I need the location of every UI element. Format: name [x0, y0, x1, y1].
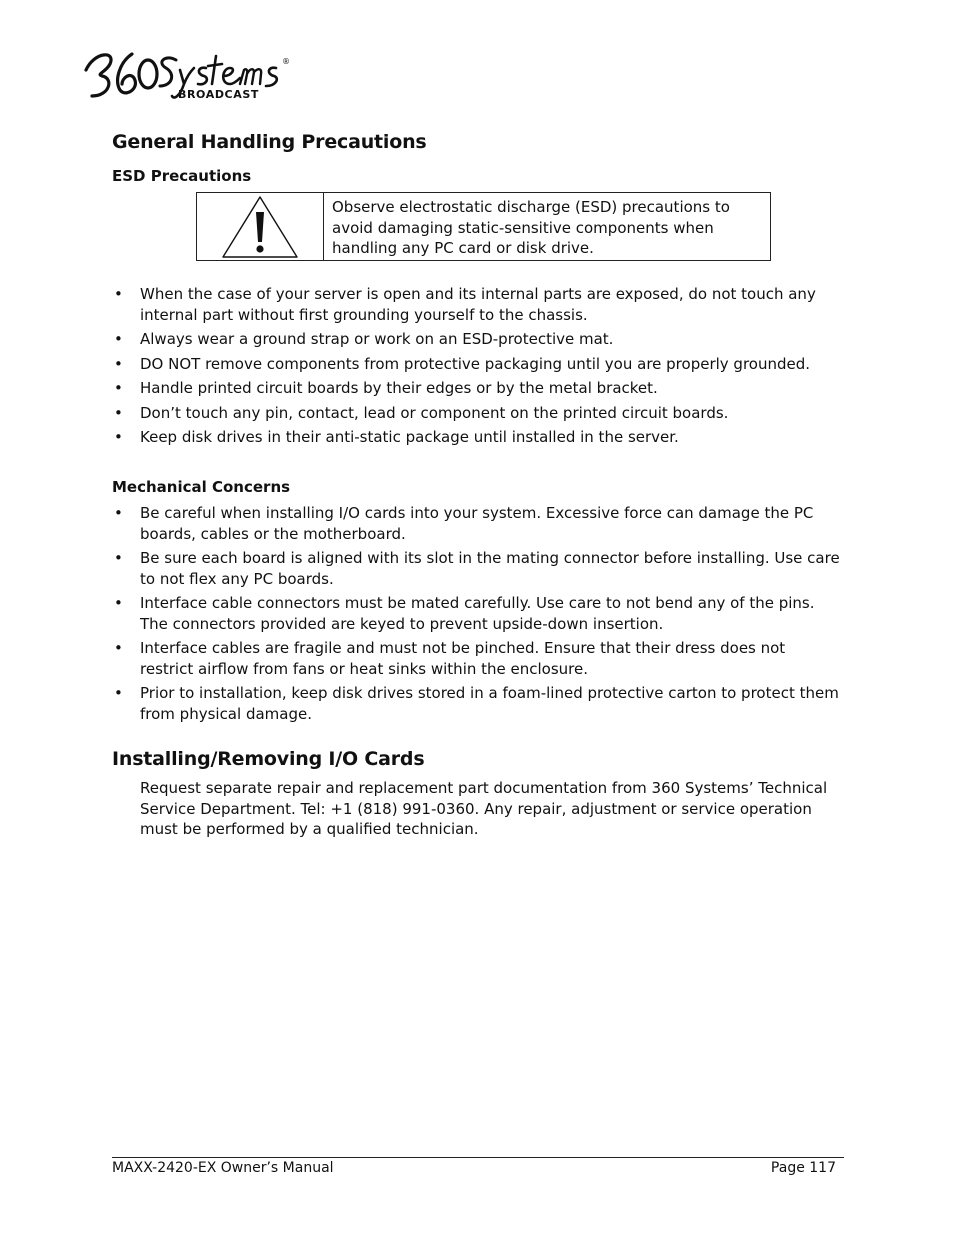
list-item: • Be sure each board is aligned with its slot in the mating connector before installing. Use care to not flex any PC boards. [112, 548, 842, 589]
list-item: • Keep disk drives in their anti-static package until installed in the server. [112, 427, 842, 448]
subsection-title-esd: ESD Precautions [112, 167, 252, 185]
footer-manual-title: MAXX-2420-EX Owner’s Manual [112, 1160, 334, 1176]
warning-triangle-icon [220, 194, 300, 260]
list-item: • Don’t touch any pin, contact, lead or component on the printed circuit boards. [112, 403, 842, 424]
section-title-installing-removing: Installing/Removing I/O Cards [112, 748, 425, 770]
registered-mark: ® [282, 57, 290, 66]
list-item: • DO NOT remove components from protective packaging until you are properly grounded. [112, 354, 842, 375]
note-icon-cell [197, 193, 324, 260]
list-item: • Always wear a ground strap or work on an ESD-protective mat. [112, 329, 842, 350]
mechanical-bullet-list [112, 503, 842, 728]
subsection-title-mechanical: Mechanical Concerns [112, 478, 291, 496]
note-text: Observe electrostatic discharge (ESD) precautions to avoid damaging static-sensitive components when handling any PC card or disk drive. [332, 198, 730, 257]
logo-subtitle: BROADCAST [178, 88, 259, 101]
list-item: • Interface cable connectors must be mated carefully. Use care to not bend any of the pins. The connectors provided are keyed to prevent upside-down insertion. [112, 593, 842, 634]
list-item: • When the case of your server is open and its internal parts are exposed, do not touch any internal part without first grounding yourself to the chassis. [112, 284, 842, 325]
esd-bullet-list [112, 284, 842, 452]
section-title-general-handling: General Handling Precautions [112, 131, 427, 153]
list-item: • Interface cables are fragile and must not be pinched. Ensure that their dress does not restrict airflow from fans or heat sinks within the enclosure. [112, 638, 842, 679]
list-item: • Prior to installation, keep disk drives stored in a foam-lined protective carton to protect them from physical damage. [112, 683, 842, 724]
esd-caution-note [196, 192, 771, 261]
company-logo [80, 40, 290, 102]
list-item: • Be careful when installing I/O cards into your system. Excessive force can damage the PC boards, cables or the motherboard. [112, 503, 842, 544]
section-body-installing: Request separate repair and replacement part documentation from 360 Systems’ Technical Service Department. Tel: +1 (818) 991-0360. Any repair, adjustment or service operation must be performed by a qualified technician. [140, 779, 828, 838]
footer-divider [112, 1157, 844, 1158]
footer-page-number: Page 117 [770, 1160, 836, 1176]
list-item: • Handle printed circuit boards by their edges or by the metal bracket. [112, 378, 842, 399]
